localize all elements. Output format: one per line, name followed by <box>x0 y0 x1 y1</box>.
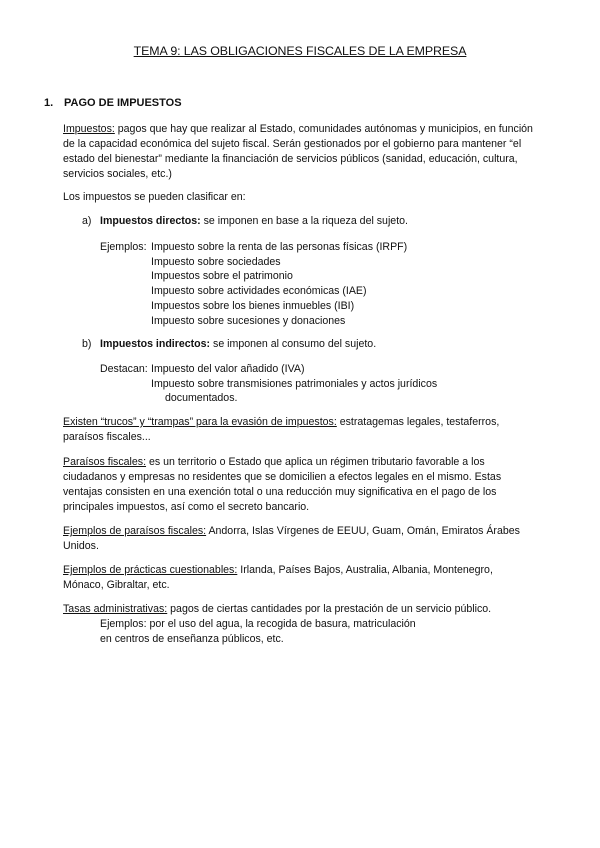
section-number: 1. <box>44 97 54 109</box>
evasion-term: Existen “trucos” y “trampas” para la evasión de impuestos: <box>63 416 337 428</box>
indirectos-text: se imponen al consumo del sujeto. <box>210 338 377 350</box>
paraisos-term: Paraísos fiscales: <box>63 456 147 468</box>
ejemplos-paraisos-paragraph <box>63 524 533 554</box>
directos-label: a) <box>82 215 92 227</box>
indirectos-examples-label: Destacan: <box>100 363 148 375</box>
tasas-examples-line: Ejemplos: por el uso del agua, la recogida de basura, matriculación <box>100 618 416 630</box>
directos-examples-label: Ejemplos: <box>100 241 147 253</box>
practicas-term: Ejemplos de prácticas cuestionables: <box>63 564 238 576</box>
clasificar-paragraph: Los impuestos se pueden clasificar en: <box>63 191 246 203</box>
practicas-text: Irlanda, Países Bajos, Australia, Albania, Montenegro, Mónaco, Gibraltar, etc. <box>63 564 493 591</box>
evasion-paragraph <box>63 415 533 445</box>
impuestos-text: pagos que hay que realizar al Estado, comunidades autónomas y municipios, en función de la capacidad económica del sujeto fiscal. Serán gestionados por el gobierno para mantener “el estado del bienestar” mediante la financiación de servicios públicos (sanidad, educación, cultura, servicios sociales, etc.) <box>63 123 533 180</box>
indirectos-example: documentados. <box>165 392 238 404</box>
ejemplos-paraisos-term: Ejemplos de paraísos fiscales: <box>63 525 207 537</box>
tasas-term: Tasas administrativas: <box>63 603 168 615</box>
directos-item <box>82 214 532 229</box>
directos-example: Impuesto sobre la renta de las personas físicas (IRPF) <box>151 241 408 253</box>
directos-example: Impuestos sobre los bienes inmuebles (IBI) <box>151 300 355 312</box>
paraisos-paragraph <box>63 455 533 515</box>
ejemplos-paraisos-text: Andorra, Islas Vírgenes de EEUU, Guam, Omán, Emiratos Árabes Unidos. <box>63 525 520 552</box>
directos-text: se imponen en base a la riqueza del sujeto. <box>200 215 408 227</box>
tasas-paragraph <box>63 602 543 617</box>
practicas-paragraph <box>63 563 533 593</box>
section-heading-text: PAGO DE IMPUESTOS <box>64 97 182 109</box>
section-heading <box>44 97 182 109</box>
impuestos-term: Impuestos: <box>63 123 115 135</box>
tasas-text: pagos de ciertas cantidades por la prestación de un servicio público. <box>167 603 492 615</box>
indirectos-example: Impuesto del valor añadido (IVA) <box>151 363 305 375</box>
directos-example: Impuesto sobre sucesiones y donaciones <box>151 315 346 327</box>
document-title: TEMA 9: LAS OBLIGACIONES FISCALES DE LA EMPRESA <box>133 44 467 58</box>
directos-term: Impuestos directos: <box>100 215 201 227</box>
evasion-text: estratagemas legales, testaferros, paraísos fiscales... <box>63 416 500 443</box>
indirectos-term: Impuestos indirectos: <box>100 338 211 350</box>
indirectos-item <box>82 337 532 352</box>
indirectos-example: Impuesto sobre transmisiones patrimoniales y actos jurídicos <box>151 378 438 390</box>
tasas-examples-line: en centros de enseñanza públicos, etc. <box>100 633 284 645</box>
directos-example: Impuesto sobre actividades económicas (IAE) <box>151 285 367 297</box>
directos-example: Impuestos sobre el patrimonio <box>151 270 293 282</box>
directos-example: Impuesto sobre sociedades <box>151 256 281 268</box>
indirectos-label: b) <box>82 338 92 350</box>
paraisos-text: es un territorio o Estado que aplica un régimen tributario favorable a los ciudadanos y empresas no residentes que se domicilien a efectos legales en el mismo. Estas ventajas consisten en una exención total o una reducción muy significativa en el pago de los principales impuestos, así como el secreto bancario. <box>63 456 502 513</box>
impuestos-paragraph <box>63 122 533 182</box>
